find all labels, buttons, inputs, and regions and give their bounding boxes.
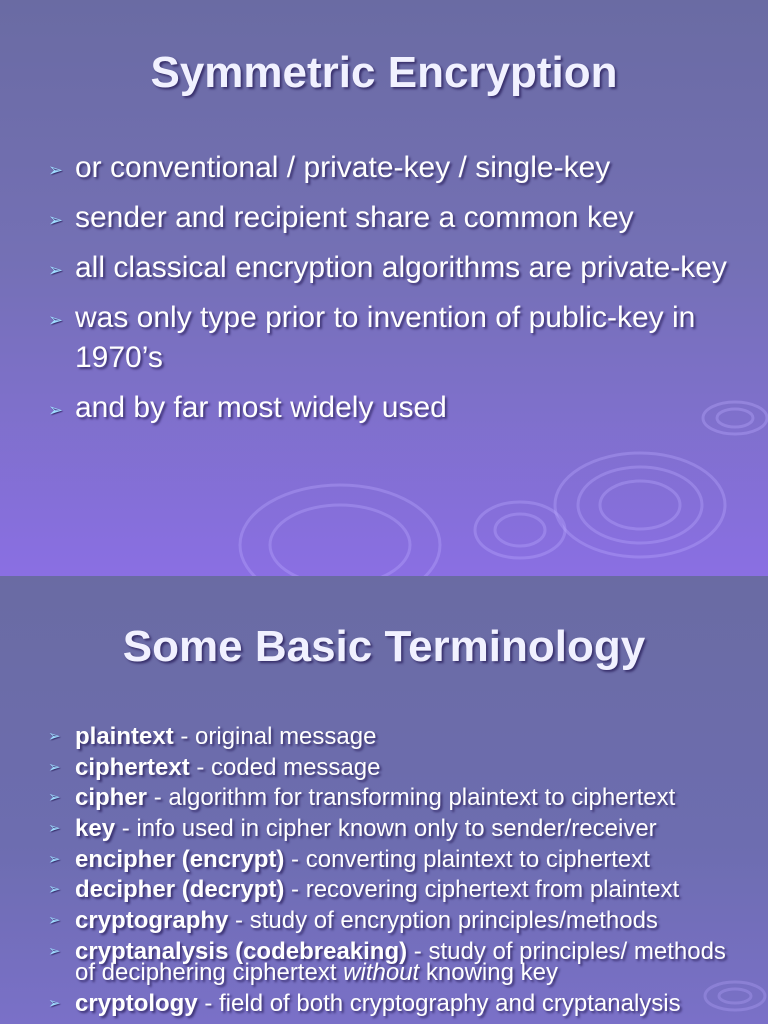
bullet-list [48, 148, 738, 438]
arrow-bullet-icon: ➢ [48, 850, 61, 868]
arrow-bullet-icon: ➢ [48, 942, 61, 960]
term-item: ➢ ciphertext - coded message [48, 753, 381, 781]
bullet-item: ➢ and by far most widely used [48, 388, 738, 428]
term-item: ➢ decipher (decrypt) - recovering ciphertext from plaintext [48, 876, 680, 904]
term-item: ➢ cryptography - study of encryption principles/methods [48, 907, 658, 935]
arrow-bullet-icon: ➢ [48, 758, 61, 776]
arrow-bullet-icon: ➢ [48, 820, 61, 838]
slide-title: Symmetric Encryption [150, 48, 618, 97]
arrow-bullet-icon: ➢ [48, 160, 64, 180]
arrow-bullet-icon: ➢ [48, 912, 61, 930]
arrow-bullet-icon: ➢ [48, 310, 64, 330]
arrow-bullet-icon: ➢ [48, 260, 64, 280]
term-item: ➢ cryptanalysis (codebreaking) - study of principles/ methods of deciphering ciphertext without knowing key [48, 937, 726, 986]
bullet-item: ➢ or conventional / private-key / single-key [48, 148, 738, 188]
arrow-bullet-icon: ➢ [48, 881, 61, 899]
bullet-item: ➢ sender and recipient share a common key [48, 198, 738, 238]
arrow-bullet-icon: ➢ [48, 994, 61, 1012]
terminology-list [48, 723, 748, 1023]
term-item: ➢ key - info used in cipher known only to sender/receiver [48, 815, 657, 843]
bullet-item: ➢ all classical encryption algorithms are private-key [48, 248, 738, 288]
term-item: ➢ plaintext - original message [48, 723, 377, 750]
term-item: ➢ encipher (encrypt) - converting plaintext to ciphertext [48, 845, 650, 873]
arrow-bullet-icon: ➢ [48, 400, 64, 420]
term-item: ➢ cipher - algorithm for transforming plaintext to ciphertext [48, 784, 676, 812]
arrow-bullet-icon: ➢ [48, 789, 61, 807]
arrow-bullet-icon: ➢ [48, 728, 61, 745]
slide-title: Some Basic Terminology [122, 622, 646, 671]
term-item: ➢ cryptology - field of both cryptography and cryptanalysis [48, 989, 681, 1017]
bullet-item: ➢ was only type prior to invention of public-key in 1970’s [48, 301, 696, 374]
arrow-bullet-icon: ➢ [48, 210, 64, 230]
